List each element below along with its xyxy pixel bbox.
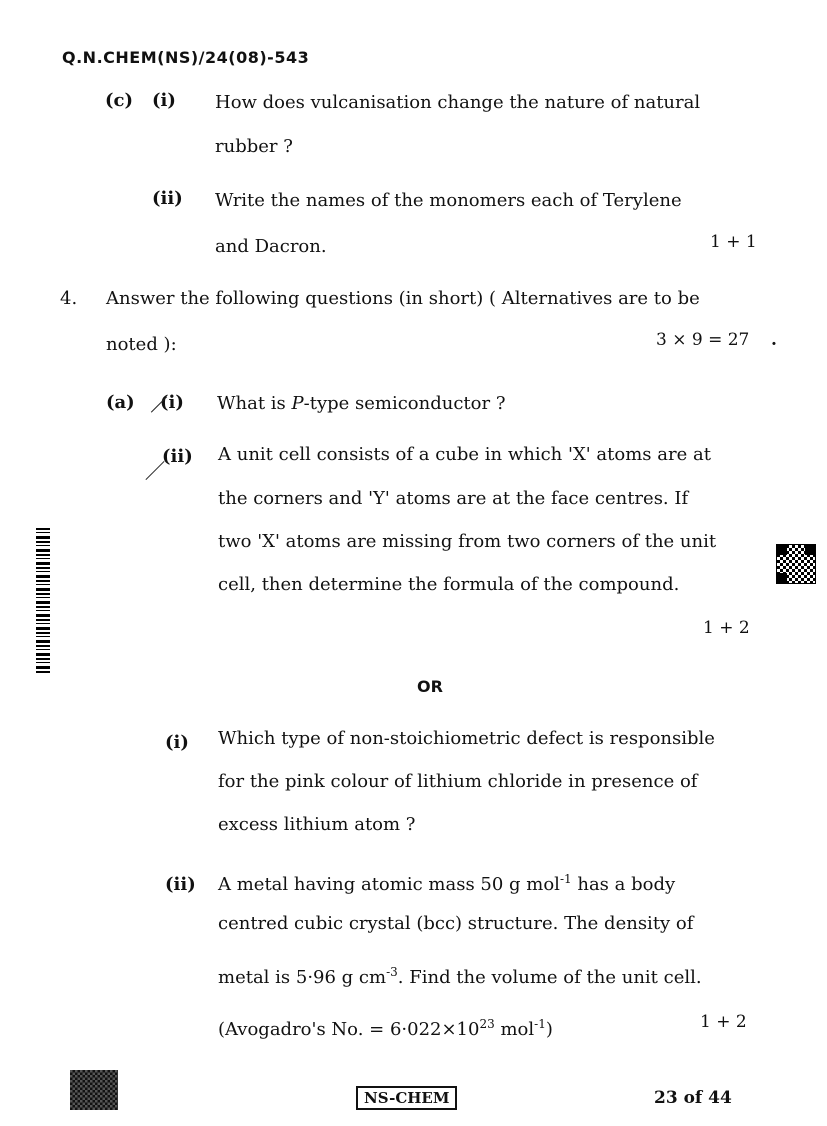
marks-dot: . [771, 330, 777, 350]
question-text [218, 961, 702, 989]
text-segment: What is [217, 393, 292, 414]
qr-code-graphic [776, 544, 816, 584]
or-divider: OR [417, 677, 443, 696]
text-segment: ) [545, 1019, 553, 1040]
question-text: for the pink colour of lithium chloride in presence of [218, 771, 698, 792]
question-text: How does vulcanisation change the nature of natural [215, 92, 701, 113]
subject-code-box: NS-CHEM [356, 1086, 457, 1110]
superscript: 23 [479, 1017, 495, 1031]
subq-label-a: (a) [106, 392, 135, 413]
subq-label-c: (c) [105, 90, 133, 111]
text-segment: . Find the volume of the unit cell. [397, 967, 702, 988]
question-text [217, 393, 505, 415]
text-segment: (Avogadro's No. = 6·022×10 [218, 1019, 480, 1040]
question-text [218, 1013, 553, 1041]
question-text: centred cubic crystal (bcc) structure. The density of [218, 913, 694, 934]
text-segment: -type semiconductor ? [303, 393, 506, 414]
marks: 1 + 2 [703, 618, 750, 638]
question-text: cell, then determine the formula of the compound. [218, 574, 680, 595]
pen-mark [145, 461, 164, 480]
question-text: Which type of non-stoichiometric defect is responsible [218, 728, 715, 749]
part-num-alt-ii: (ii) [165, 874, 196, 895]
question-text: two 'X' atoms are missing from two corners of the unit [218, 531, 717, 552]
part-num-a-i: (i) [160, 392, 184, 413]
question-text: rubber ? [215, 136, 293, 157]
text-segment: metal is 5·96 g cm [218, 967, 387, 988]
text-segment: mol [494, 1019, 535, 1040]
part-num-c-ii: (ii) [152, 188, 183, 209]
question-text: Write the names of the monomers each of Terylene [215, 190, 682, 211]
text-segment: A metal having atomic mass 50 g mol [218, 874, 560, 895]
question-text: and Dacron. [215, 236, 327, 257]
question-text: Answer the following questions (in short) ( Alternatives are to be [106, 288, 700, 309]
marks: 3 × 9 = 27 [656, 330, 750, 350]
question-text [218, 868, 675, 896]
question-number: 4. [60, 288, 78, 309]
page-number: 23 of 44 [654, 1088, 732, 1108]
text-segment: has a body [571, 874, 676, 895]
part-num-alt-i: (i) [165, 732, 189, 753]
question-text: the corners and 'Y' atoms are at the face centres. If [218, 488, 689, 509]
barcode-graphic [36, 528, 50, 674]
question-text: noted ): [106, 334, 177, 355]
marks: 1 + 2 [700, 1012, 747, 1032]
superscript: -3 [386, 965, 398, 979]
question-text: excess lithium atom ? [218, 814, 416, 835]
part-num-c-i: (i) [152, 90, 176, 111]
superscript: -1 [559, 872, 572, 886]
superscript: -1 [534, 1017, 546, 1031]
part-num-a-ii: (ii) [162, 446, 193, 467]
question-text: A unit cell consists of a cube in which 'X' atoms are at [218, 444, 711, 465]
scan-mark-graphic [70, 1070, 118, 1110]
italic-term: P [291, 393, 304, 414]
marks: 1 + 1 [710, 232, 757, 252]
paper-code: Q.N.CHEM(NS)/24(08)-543 [62, 48, 310, 67]
